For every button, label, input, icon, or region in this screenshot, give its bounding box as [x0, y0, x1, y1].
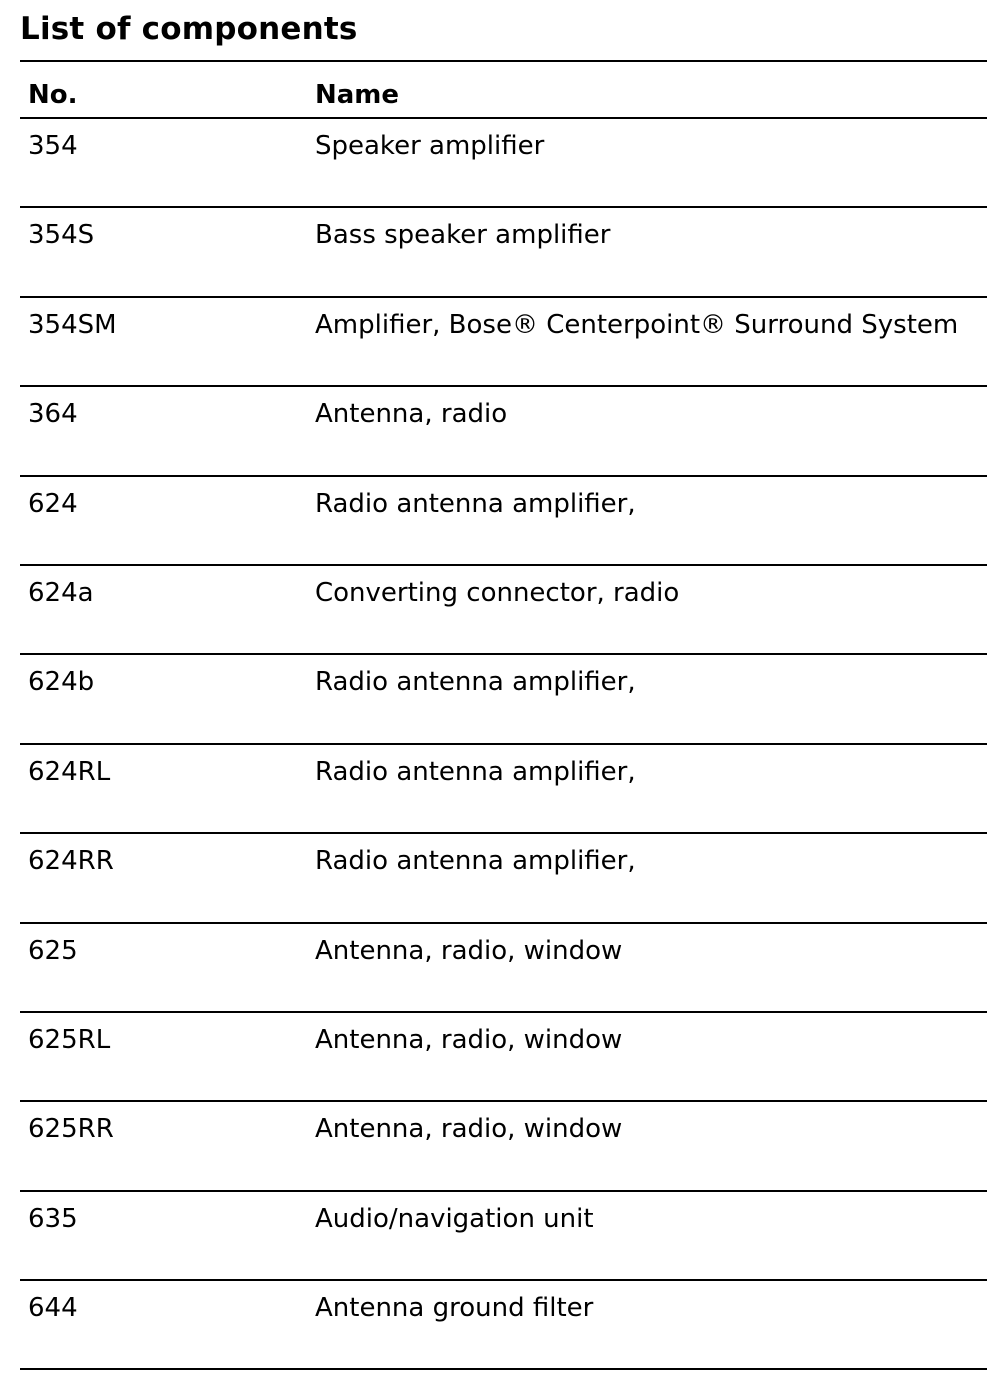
component-number: 625RR [28, 1114, 114, 1145]
component-name: Radio antenna amplifier, [315, 667, 636, 698]
component-number: 624RL [28, 756, 111, 787]
table-row [20, 477, 987, 566]
component-name: Radio antenna amplifier, [315, 488, 636, 519]
component-name: Antenna, radio [315, 399, 508, 430]
table-row [20, 1281, 987, 1370]
component-number: 624RR [28, 846, 114, 877]
column-header-no: No. [28, 80, 78, 110]
page-title: List of components [20, 11, 358, 47]
component-name: Speaker amplifier [315, 131, 545, 161]
table-row [20, 834, 987, 923]
component-name: Antenna ground filter [315, 1293, 594, 1324]
component-name: Antenna, radio, window [315, 1114, 623, 1145]
column-header-name: Name [315, 80, 400, 110]
table-body [20, 119, 987, 1370]
component-name: Radio antenna amplifier, [315, 846, 636, 877]
component-number: 624 [28, 488, 78, 519]
component-name: Amplifier, Bose® Centerpoint® Surround System [315, 309, 959, 340]
component-number: 354S [28, 220, 95, 251]
table-row [20, 1192, 987, 1281]
components-table [20, 60, 987, 1370]
component-number: 644 [28, 1293, 78, 1324]
component-number: 354 [28, 131, 78, 161]
table-row [20, 1013, 987, 1102]
table-row [20, 566, 987, 655]
component-name: Radio antenna amplifier, [315, 756, 636, 787]
component-number: 625 [28, 935, 78, 966]
component-name: Antenna, radio, window [315, 935, 623, 966]
component-number: 624b [28, 667, 95, 698]
component-number: 625RL [28, 1024, 111, 1055]
table-row [20, 298, 987, 387]
table-header-row [20, 62, 987, 119]
component-number: 364 [28, 399, 78, 430]
component-name: Antenna, radio, window [315, 1024, 623, 1055]
table-row [20, 745, 987, 834]
component-number: 354SM [28, 309, 117, 340]
table-row [20, 655, 987, 744]
table-row [20, 1102, 987, 1191]
table-row [20, 387, 987, 476]
table-row [20, 208, 987, 297]
component-number: 624a [28, 577, 94, 608]
component-number: 635 [28, 1203, 78, 1234]
component-name: Converting connector, radio [315, 577, 680, 608]
table-row [20, 119, 987, 208]
component-name: Bass speaker amplifier [315, 220, 611, 251]
table-row [20, 924, 987, 1013]
component-name: Audio/navigation unit [315, 1203, 594, 1234]
